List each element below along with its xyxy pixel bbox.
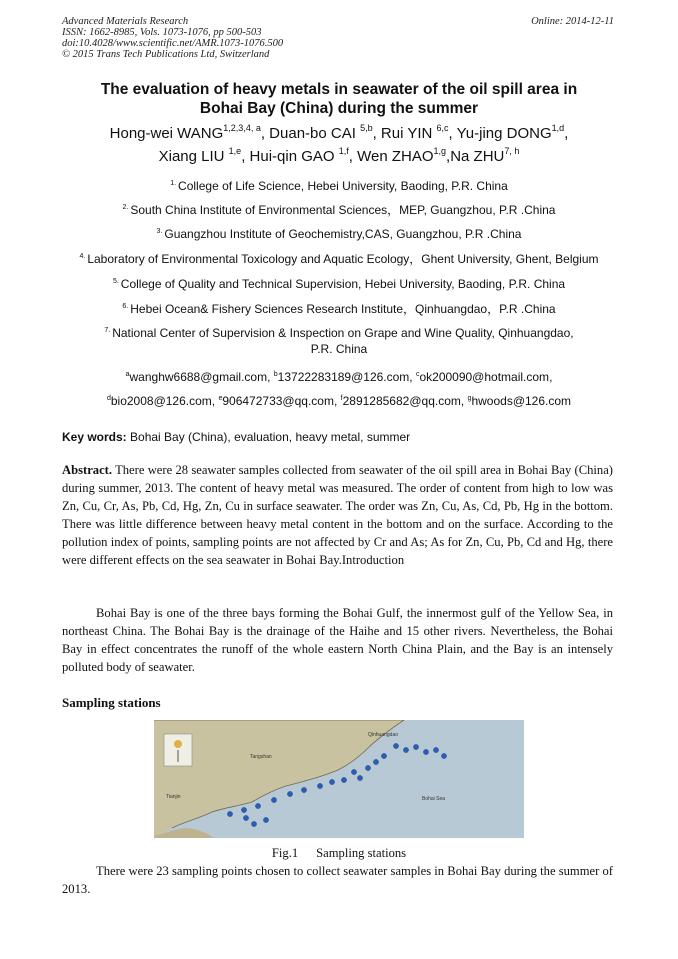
section-heading: Sampling stations (62, 695, 161, 710)
affiliation-7: $^{7.}$ National Center of Supervision & Inspection on Grape and Wine Quality, Qinhuangdao, P.R. China (104, 326, 574, 356)
affiliation-3: $^{3.}$ Guangzhou Institute of Geochemistry,CAS, Guangzhou, P.R .China (156, 227, 522, 241)
sampling-point-marker (357, 775, 362, 780)
author-name: Hong-wei WANG (109, 125, 224, 142)
sampling-point-marker (433, 747, 438, 752)
sampling-point-marker (263, 817, 268, 822)
copyright-line: © 2015 Trans Tech Publications Ltd, Switzerland (62, 49, 270, 60)
abstract (62, 461, 613, 569)
affiliation-6: $^{6.}$ Hebei Ocean& Fishery Sciences Research Institute，Qinhuangdao，P.R .China (122, 302, 556, 316)
author-name: Wen ZHAO (357, 148, 434, 165)
author-name: Rui YIN (380, 125, 437, 142)
author-list (62, 122, 616, 168)
author-affil-sup: 6,c (436, 123, 449, 133)
email-link[interactable]: wanghw6688@gmail.com (129, 370, 268, 384)
author-affil-sup: 1,d (551, 123, 565, 133)
sampling-point-marker (251, 821, 256, 826)
email-link[interactable]: 2891285682@qq.com (342, 394, 461, 408)
email-link[interactable]: 906472733@qq.com (222, 394, 334, 408)
sampling-point-marker (329, 779, 334, 784)
sampling-point-marker (255, 803, 260, 808)
author-affil-sup: 1,2,3,4, a (223, 123, 261, 133)
sampling-point-marker (317, 783, 322, 788)
sampling-point-marker (241, 807, 246, 812)
author-line-1: Hong-wei WANG$^{1,2,3,4, a}$, Duan-bo CAI $^{5,b}$, Rui YIN $^{6,c}$, Yu-jing DONG$^{1,d}$, (109, 123, 569, 142)
journal-header (62, 16, 283, 60)
map-label-bohai-sea: Bohai Sea (422, 796, 446, 802)
title-line-2: Bohai Bay (China) during the summer (199, 100, 479, 117)
issn-line: ISSN: 1662-8985, Vols. 1073-1076, pp 500-503 (62, 27, 262, 38)
affiliation-2: $^{2.}$ South China Institute of Environmental Sciences，MEP, Guangzhou, P.R .China (122, 203, 556, 217)
author-name: Na ZHU (450, 148, 505, 165)
author-affil-sup: 5,b (360, 123, 373, 133)
figure-number: Fig.1 (271, 846, 299, 860)
author-affil-sup: 1,f (338, 146, 349, 156)
sampling-point-marker (301, 787, 306, 792)
sampling-point-marker (365, 765, 370, 770)
map-graphic (154, 720, 524, 838)
figure-caption-text: Sampling stations (316, 846, 407, 860)
sampling-point-marker (393, 743, 398, 748)
email-link[interactable]: ok200090@hotmail.com (419, 370, 550, 384)
sampling-point-marker (227, 811, 232, 816)
sampling-point-marker (351, 769, 356, 774)
paper-title (62, 80, 616, 118)
author-affil-sup: 1,g (433, 146, 447, 156)
affiliation-5: $^{5.}$ College of Quality and Technical Supervision, Hebei University, Baoding, P.R. China (112, 277, 566, 291)
email-link[interactable]: 13722283189@126.com (277, 370, 410, 384)
author-name: Hui-qin GAO (249, 148, 339, 165)
closing-paragraph: There were 23 sampling points chosen to collect seawater samples in Bohai Bay during the summer of 2013. (62, 864, 613, 896)
author-affil-sup: 1,e (228, 146, 242, 156)
sampling-point-marker (271, 797, 276, 802)
email-line-2: $^d$bio2008@126.com, $^e$906472733@qq.com, $^f$2891285682@qq.com, $^g$hwoods@126.com (106, 394, 572, 408)
sampling-point-marker (381, 753, 386, 758)
journal-name: Advanced Materials Research (62, 16, 189, 27)
sampling-point-marker (373, 759, 378, 764)
sampling-point-marker (341, 777, 346, 782)
abstract-text: There were 28 seawater samples collected from seawater of the oil spill area in Bohai Bay (China) during summer, 2013. The content of heavy metal was measured. The order of content from high to low was Zn, Cu, Cr, As, Pb, Cd, Hg, Zn, Cu in surface seawater. The order was Zn, Cu, As, Cd, Pb, Hg in the bottom. There was little difference between heavy metal content in the bottom and on the surface. According to the pollution index of points, sampling points are not affected by Cr and As; As for Zn, Cu, Pb, Cd and Hg, there were different effects on the sea seawater in Bohai Bay.Introduction (62, 463, 613, 567)
sampling-point-marker (423, 749, 428, 754)
sampling-point-marker (413, 744, 418, 749)
author-name: Xiang LIU (158, 148, 229, 165)
sampling-point-marker (243, 815, 248, 820)
online-date: Online: 2014-12-11 (531, 16, 614, 27)
doi-line: doi:10.4028/www.scientific.net/AMR.1073-1076.500 (62, 38, 284, 49)
affiliation-4: $^{4.}$ Laboratory of Environmental Toxicology and Aquatic Ecology，Ghent University, Ghent, Belgium (79, 252, 599, 266)
sampling-point-marker (403, 747, 408, 752)
map-label-qinhuangdao: Qinhuangdao (368, 732, 399, 738)
email-link[interactable]: bio2008@126.com (110, 394, 212, 408)
figure-caption (0, 846, 678, 861)
affiliation-1: $^{1.}$ College of Life Science, Hebei University, Baoding, P.R. China (170, 179, 508, 193)
keywords (62, 430, 410, 444)
sampling-point-marker (287, 791, 292, 796)
title-line-1: The evaluation of heavy metals in seawater of the oil spill area in (100, 81, 578, 98)
email-link[interactable]: hwoods@126.com (471, 394, 572, 408)
abstract-label: Abstract. (62, 463, 113, 477)
author-name: Duan-bo CAI (269, 125, 361, 142)
author-affil-sup: 7, h (504, 146, 520, 156)
keywords-label: Key words: (62, 430, 127, 444)
author-line-2: Xiang LIU $^{1,e}$, Hui-qin GAO $^{1,f}$, Wen ZHAO$^{1,g}$,Na ZHU$^{7, h}$ (158, 146, 520, 165)
sampling-map (154, 720, 524, 838)
email-line-1: $^a$wanghw6688@gmail.com, $^b$13722283189@126.com, $^c$ok200090@hotmail.com, (125, 370, 553, 384)
keywords-text: Bohai Bay (China), evaluation, heavy metal, summer (126, 430, 411, 444)
intro-paragraph: Bohai Bay is one of the three bays forming the Bohai Gulf, the innermost gulf of the Yellow Sea, in northeast China. The Bohai Bay is the drainage of the Haihe and 15 other rivers. Nevertheless, the Bohai Bay in effect concentrates the runoff of the whole eastern North China Plain, and the Bay is an intensely polluted body of seawater. (62, 606, 613, 674)
author-name: Yu-jing DONG (456, 125, 552, 142)
sampling-point-marker (441, 753, 446, 758)
map-label-tangshan: Tangshan (250, 754, 272, 760)
map-label-tianjin: Tianjin (166, 794, 181, 800)
compass-icon (174, 740, 182, 748)
